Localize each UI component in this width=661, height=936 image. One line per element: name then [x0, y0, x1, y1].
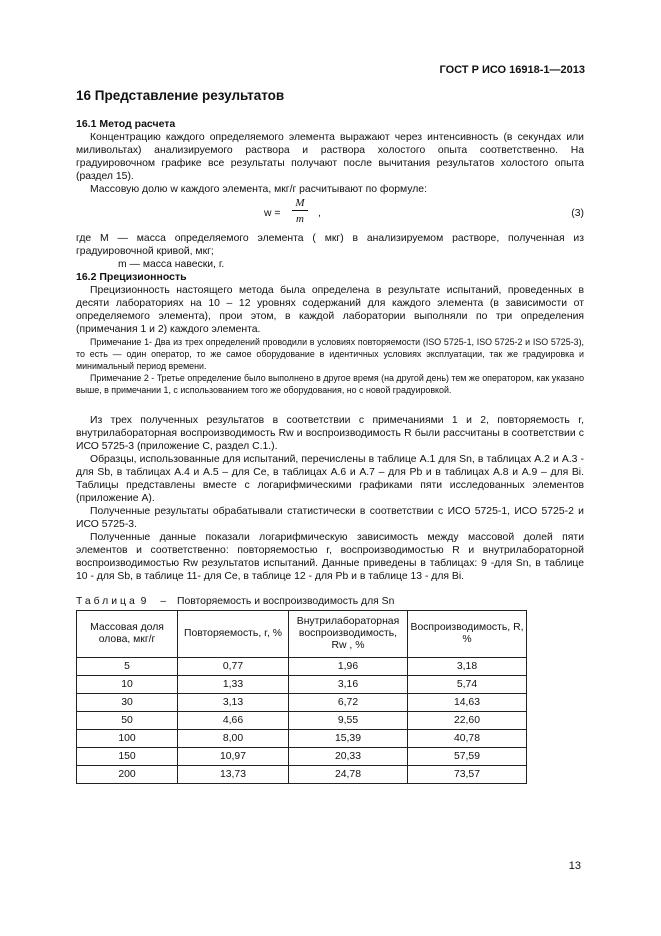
- table-cell: 100: [77, 730, 178, 748]
- formula-denominator: m: [296, 213, 304, 225]
- page-body: [76, 88, 584, 784]
- table-cell: 0,77: [178, 658, 289, 676]
- table-cell: 1,33: [178, 676, 289, 694]
- table-row: [77, 730, 527, 748]
- formula-numerator: M: [292, 196, 308, 211]
- table-cell: 8,00: [178, 730, 289, 748]
- table-row: [77, 712, 527, 730]
- section-title: 16 Представление результатов: [76, 88, 285, 103]
- table-caption-text: Повторяемость и воспроизводимость для Sn: [176, 596, 395, 607]
- table-cell: 57,59: [408, 748, 527, 766]
- formula-fraction: [292, 196, 308, 227]
- table-cell: 13,73: [178, 766, 289, 784]
- table-cell: 50: [77, 712, 178, 730]
- subsection-162-title: 16.2 Прецизионность: [76, 271, 187, 283]
- table-cell: 10,97: [178, 748, 289, 766]
- where-m: m — масса навески, г.: [118, 259, 225, 270]
- paragraph: Концентрацию каждого определяемого элемента выражают через интенсивность (в секундах или миливольтах) анализируемого раствора и раствора холостого опыта соответственно. На градуировочном графике все результаты получают после вычитания результатов холостого опыта (раздел 15).: [76, 132, 584, 182]
- table-header-cell: Внутрилабораторная воспроизводимость, Rw , %: [289, 611, 408, 658]
- formula-lhs: w =: [264, 208, 281, 219]
- table-cell: 40,78: [408, 730, 527, 748]
- formula-3: [76, 196, 584, 232]
- table-header-cell: Воспроизводимость, R, %: [408, 611, 527, 658]
- table-cell: 3,13: [178, 694, 289, 712]
- paragraph: Прецизионность настоящего метода была определена в результате испытаний, проведенных в десяти лабораториях на 10 – 12 уровнях содержаний для каждого элемента (в зависимости от определяемого элемента), прои этом, в каждой лаборатории выполняли по три определения (примечания 1 и 2) каждого элемента.: [76, 285, 584, 335]
- table-header-cell: Массовая доля олова, мкг/г: [77, 611, 178, 658]
- standard-header: ГОСТ Р ИСО 16918-1—2013: [439, 64, 585, 76]
- table-cell: 73,57: [408, 766, 527, 784]
- table-caption-word: Таблица: [76, 596, 138, 607]
- note-1: Примечание 1- Два из трех определений проводили в условиях повторяемости (ISO 5725-1, ISO 5725-2 и ISO 5725-3), то есть — один оператор, то же самое оборудование в идентичных условиях эксплуатации, так же градуировка и минимальный период времени.: [76, 337, 584, 371]
- table-cell: 3,16: [289, 676, 408, 694]
- page-number: 13: [568, 860, 581, 872]
- table-row: [77, 694, 527, 712]
- table-cell: 22,60: [408, 712, 527, 730]
- table-caption-number: 9: [140, 596, 150, 607]
- table-cell: 9,55: [289, 712, 408, 730]
- table-cell: 4,66: [178, 712, 289, 730]
- table-cell: 3,18: [408, 658, 527, 676]
- table-row: [77, 676, 527, 694]
- table-9: [76, 610, 527, 784]
- table-cell: 200: [77, 766, 178, 784]
- table-cell: 30: [77, 694, 178, 712]
- paragraph: Полученные результаты обрабатывали статистически в соответствии с ИСО 5725-1, ИСО 5725-2 и ИСО 5725-3.: [76, 506, 584, 530]
- table-cell: 150: [77, 748, 178, 766]
- where-M: где M — масса определяемого элемента ( мкг) в анализируемом растворе, полученная из градуировочной кривой, мкг;: [76, 233, 584, 257]
- note-2: Примечание 2 - Третье определение было выполнено в другое время (на другой день) тем же оператором, как указано выше, в примечании 1, с использованием того же оборудования, но с новой градуировкой.: [76, 373, 584, 395]
- table-cell: 1,96: [289, 658, 408, 676]
- table-header-cell: Повторяемость, r, %: [178, 611, 289, 658]
- paragraph: Полученные данные показали логарифмическую зависимость между массовой долей пяти элементов и соответственно: повторяемостью r, воспроизводимостью R и внутрилабораторной воспроизводимостью Rw результатов испытаний. Данные приведены в таблицах: 9 -для Sn, в таблице 10 - для Sb, в таблице 11- для Се, в таблице 12 - для Pb и в таблице 13 - для Bi.: [76, 532, 584, 582]
- paragraph: Из трех полученных результатов в соответствии с примечаниями 1 и 2, повторяемость r, внутрилабораторная воспроизводимость Rw и воспроизводимость R были рассчитаны в соответствии с ИСО 5725-3 (приложение С, раздел С.1.).: [76, 415, 584, 452]
- paragraph: Образцы, использованные для испытаний, перечислены в таблице А.1 для Sn, в таблицах А.2 и А.3 - для Sb, в таблицах А.4 и А.5 – для Се, в таблицах А.6 и А.7 – для Pb и в таблицах А.8 и А.9 – для Bi. Таблицы представлены вместе с логарифмическими графиками пяти исследованных элементов (приложение А).: [76, 454, 584, 504]
- table-cell: 6,72: [289, 694, 408, 712]
- table-caption-dash: –: [160, 596, 167, 607]
- table-cell: 20,33: [289, 748, 408, 766]
- table-cell: 24,78: [289, 766, 408, 784]
- table-cell: 10: [77, 676, 178, 694]
- table-cell: 15,39: [289, 730, 408, 748]
- table-cell: 5: [77, 658, 178, 676]
- paragraph: Массовую долю w каждого элемента, мкг/г расчитывают по формуле:: [90, 184, 427, 195]
- table-row: [77, 766, 527, 784]
- equation-number: (3): [571, 208, 584, 219]
- formula-comma: ,: [318, 208, 321, 219]
- table-caption: [76, 595, 584, 608]
- table-row: [77, 748, 527, 766]
- table-header-row: [77, 611, 527, 658]
- table-cell: 5,74: [408, 676, 527, 694]
- table-row: [77, 658, 527, 676]
- table-cell: 14,63: [408, 694, 527, 712]
- subsection-161-title: 16.1 Метод расчета: [76, 118, 176, 130]
